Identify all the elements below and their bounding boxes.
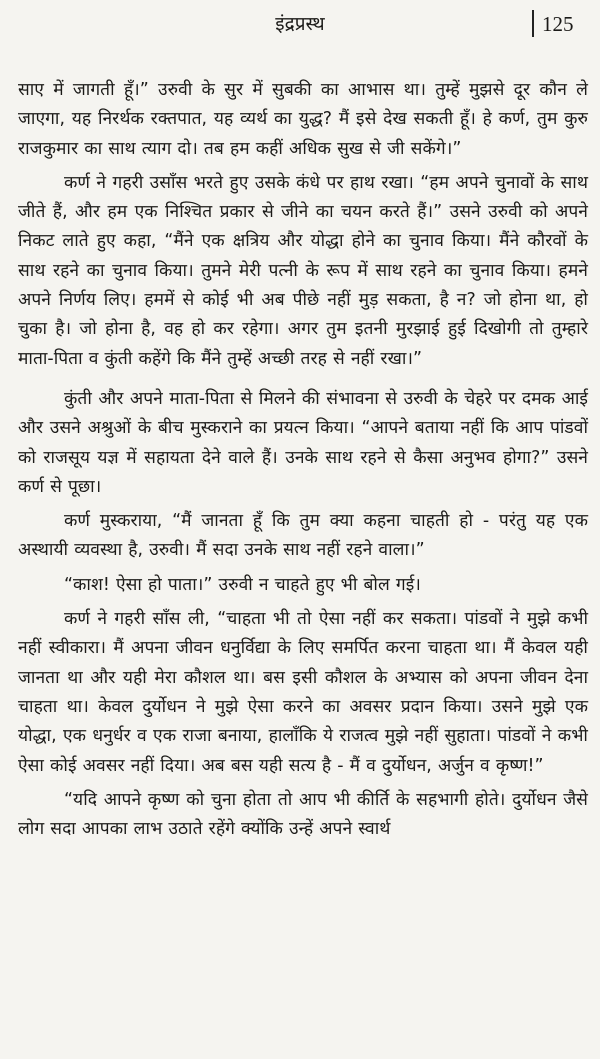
page-header — [0, 8, 600, 42]
body-text — [18, 76, 588, 844]
page-number: 125 — [542, 12, 574, 36]
paragraph-2: कर्ण ने गहरी उसाँस भरते हुए उसके कंधे पर हाथ रखा। “हम अपने चुनावों के साथ जीते हैं, और हम एक निश्चित प्रकार से जीने का चयन करते हैं।” उसने उरुवी को अपने निकट लाते हुए कहा, “मैंने एक क्षत्रिय और योद्धा होने का चुनाव किया। मैंने कौरवों के साथ रहने का चुनाव किया। तुमने मेरी पत्नी के रूप में साथ रहने का चुनाव किया। हमने अपने निर्णय लिए। हममें से कोई भी अब पीछे नहीं मुड़ सकता, है न? जो होना था, हो चुका है। जो होना है, वह हो कर रहेगा। अगर तुम इतनी मुरझाई हुई दिखोगी तो तुम्हारे माता-पिता व कुंती कहेंगे कि मैंने तुम्हें अच्छी तरह से नहीं रखा।” — [18, 172, 588, 369]
running-head: इंद्रप्रस्थ — [275, 13, 325, 35]
paragraph-6: कर्ण ने गहरी साँस ली, “चाहता भी तो ऐसा नहीं कर सकता। पांडवों ने मुझे कभी नहीं स्वीकारा। मैं अपना जीवन धनुर्विद्या के लिए समर्पित करना चाहता था। मैं केवल यही जानता था और यही मेरा कौशल था। बस इसी कौशल के अभ्यास को अपना जीवन देना चाहता था। केवल दुर्योधन ने मुझे ऐसा करने का अवसर प्रदान किया। उसने मुझे एक योद्धा, एक धनुर्धर व एक राजा बनाया, हालाँकि ये राजत्व मुझे नहीं सुहाता। पांडवों ने कभी ऐसा कोई अवसर नहीं दिया। अब बस यही सत्य है - मैं व दुर्योधन, अर्जुन व कृष्ण!” — [18, 609, 588, 776]
paragraph-5: “काश! ऐसा हो पाता।” उरुवी न चाहते हुए भी बोल गई। — [64, 574, 421, 595]
paragraph-1: साए में जागती हूँ।” उरुवी के सुर में सुबकी का आभास था। तुम्हें मुझसे दूर कौन ले जाएगा, यह निरर्थक रक्तपात, यह व्यर्थ का युद्ध? मैं इसे देख सकती हूँ। हे कर्ण, तुम कुरु राजकुमार का साथ त्याग दो। तब हम कहीं अधिक सुख से जी सकेंगे।” — [18, 80, 588, 159]
header-divider — [532, 10, 534, 37]
paragraph-4: कर्ण मुस्कराया, “मैं जानता हूँ कि तुम क्या कहना चाहती हो - परंतु यह एक अस्थायी व्यवस्था है, उरुवी। मैं सदा उनके साथ नहीं रहने वाला।” — [18, 511, 588, 561]
paragraph-3: कुंती और अपने माता-पिता से मिलने की संभावना से उरुवी के चेहरे पर दमक आई और उसने अश्रुओं के बीच मुस्कराने का प्रयत्न किया। “आपने बताया नहीं कि आप पांडवों को राजसूय यज्ञ में सहायता देने वाले हैं। उनके साथ रहने से कैसा अनुभव होगा?” उसने कर्ण से पूछा। — [18, 388, 588, 497]
paragraph-7: “यदि आपने कृष्ण को चुना होता तो आप भी कीर्ति के सहभागी होते। दुर्योधन जैसे लोग सदा आपका लाभ उठाते रहेंगे क्योंकि उन्हें अपने स्वार्थ — [18, 789, 588, 840]
